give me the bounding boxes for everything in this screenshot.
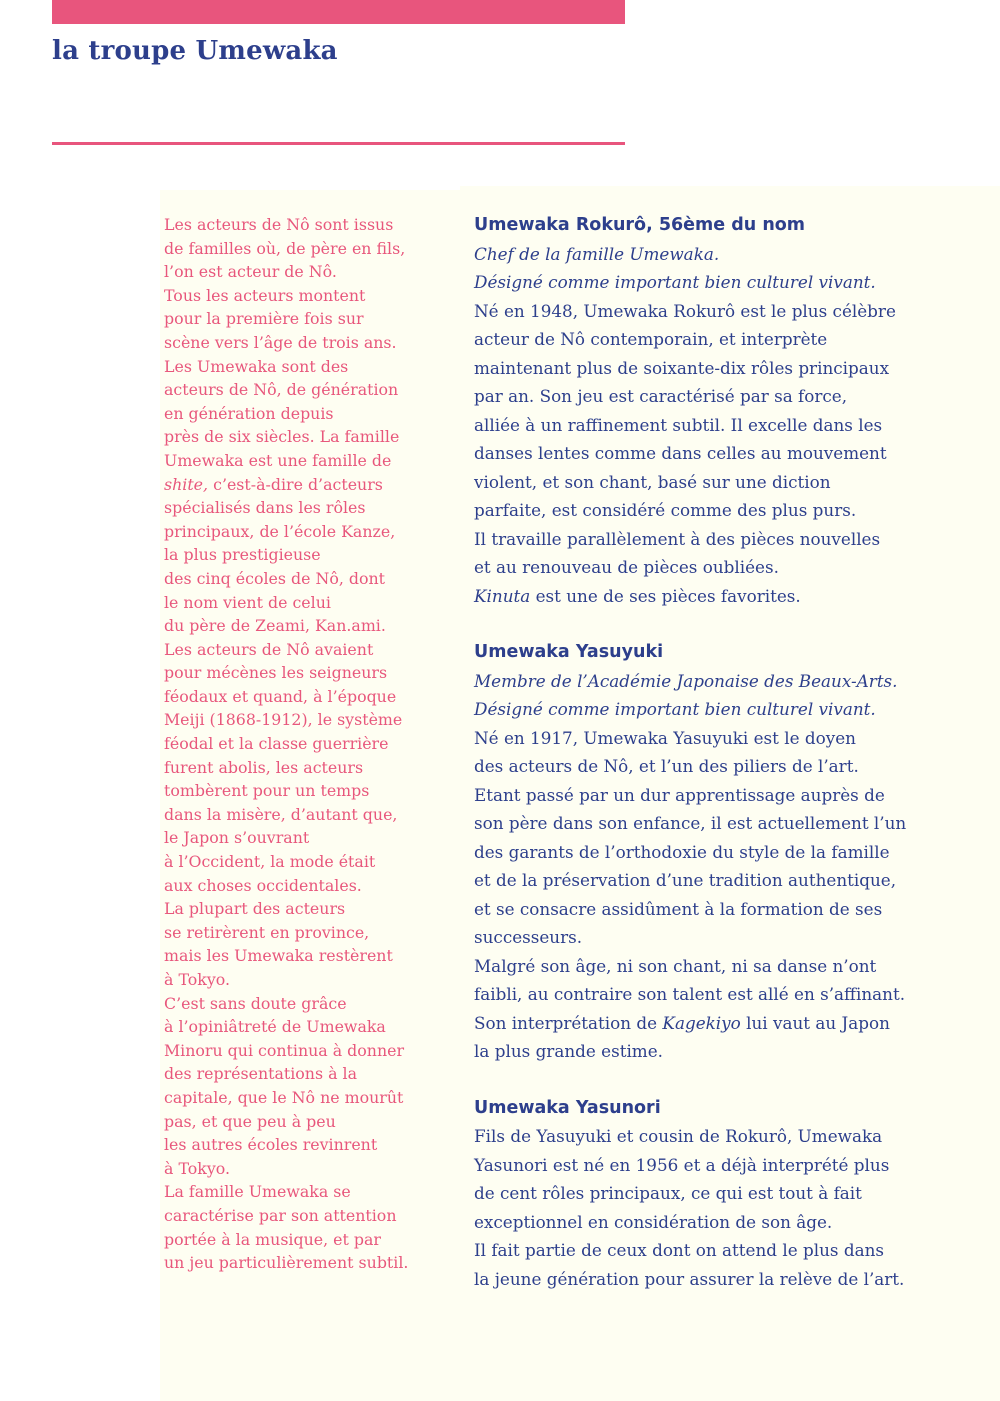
bio-line-kagekiyo xyxy=(474,1009,964,1038)
page-title: la troupe Umewaka xyxy=(52,36,338,66)
intro-line: aux choses occidentales. xyxy=(164,875,362,895)
bio-line: successeurs. xyxy=(474,927,583,947)
intro-line: furent abolis, les acteurs xyxy=(164,757,364,777)
play-title-kinuta: Kinuta xyxy=(474,585,531,606)
bio-subtitle: Désigné comme important bien culturel vivant. xyxy=(474,699,876,719)
bio-line: faibli, au contraire son talent est allé en s’affinant. xyxy=(474,984,906,1004)
intro-line: féodaux et quand, à l’époque xyxy=(164,686,397,706)
bio-name: Umewaka Rokurô, 56ème du nom xyxy=(474,215,806,235)
intro-line: principaux, de l’école Kanze, xyxy=(164,521,396,541)
bio-line: Il fait partie de ceux dont on attend le plus dans xyxy=(474,1240,885,1260)
bio-yasuyuki xyxy=(474,638,964,1066)
intro-column xyxy=(164,213,444,1275)
bio-rokuro xyxy=(474,211,964,610)
bio-line: parfaite, est considéré comme des plus purs. xyxy=(474,500,857,520)
bio-line: des acteurs de Nô, et l’un des piliers de l’art. xyxy=(474,756,859,776)
bio-line: maintenant plus de soixante-dix rôles principaux xyxy=(474,357,890,378)
intro-line: des représentations à la xyxy=(164,1064,358,1084)
bio-line: Fils de Yasuyuki et cousin de Rokurô, Umewaka xyxy=(474,1126,883,1146)
bio-line: alliée à un raffinement subtil. Il excelle dans les xyxy=(474,414,883,435)
intro-line: spécialisés dans les rôles xyxy=(164,498,366,518)
intro-line: la plus prestigieuse xyxy=(164,545,321,565)
intro-line: acteurs de Nô, de génération xyxy=(164,380,399,400)
intro-line: un jeu particulièrement subtil. xyxy=(164,1253,409,1273)
biographies-column xyxy=(474,211,964,1293)
bio-line: la plus grande estime. xyxy=(474,1041,663,1061)
intro-line: Les acteurs de Nô sont issus xyxy=(164,215,394,234)
header-accent-bar xyxy=(52,0,625,24)
intro-line: La famille Umewaka se xyxy=(164,1182,351,1202)
bio-line: de cent rôles principaux, ce qui est tout à fait xyxy=(474,1183,862,1203)
intro-line: de familles où, de père en fils, xyxy=(164,238,406,258)
intro-line: le nom vient de celui xyxy=(164,592,331,612)
bio-subtitle: Désigné comme important bien culturel vivant. xyxy=(474,272,876,292)
bio-line: et se consacre assidûment à la formation de ses xyxy=(474,898,883,919)
intro-line: Les acteurs de Nô avaient xyxy=(164,639,374,659)
intro-line: Les Umewaka sont des xyxy=(164,356,349,376)
intro-line: Meiji (1868-1912), le système xyxy=(164,710,403,730)
intro-line: féodal et la classe guerrière xyxy=(164,734,389,754)
bio-line: la jeune génération pour assurer la relève de l’art. xyxy=(474,1268,905,1289)
bio-line: violent, et son chant, basé sur une diction xyxy=(474,471,831,492)
bio-line: Yasunori est né en 1956 et a déjà interprété plus xyxy=(474,1154,890,1175)
bio-line: danses lentes comme dans celles au mouvement xyxy=(474,443,887,463)
intro-line: Tous les acteurs montent xyxy=(164,285,366,305)
bio-line: par an. Son jeu est caractérisé par sa force, xyxy=(474,386,848,406)
bio-line-kinuta xyxy=(474,582,964,611)
section-gap xyxy=(474,610,964,638)
intro-line: le Japon s’ouvrant xyxy=(164,828,310,848)
bio-line: Il travaille parallèlement à des pièces nouvelles xyxy=(474,528,881,549)
intro-line-rest: c’est-à-dire d’acteurs xyxy=(213,474,383,494)
intro-line: capitale, que le Nô ne mourût xyxy=(164,1087,404,1107)
section-gap xyxy=(474,1066,964,1094)
bio-line: Etant passé par un dur apprentissage auprès de xyxy=(474,784,885,805)
intro-line: La plupart des acteurs xyxy=(164,899,346,919)
bio-line: et au renouveau de pièces oubliées. xyxy=(474,557,779,577)
intro-line: du père de Zeami, Kan.ami. xyxy=(164,616,386,636)
intro-line: mais les Umewaka restèrent xyxy=(164,946,393,966)
bio-line: et de la préservation d’une tradition authentique, xyxy=(474,870,897,890)
intro-line: Umewaka est une famille de xyxy=(164,450,392,470)
intro-line: à l’Occident, la mode était xyxy=(164,852,376,872)
intro-line: scène vers l’âge de trois ans. xyxy=(164,332,397,352)
play-title-kagekiyo: Kagekiyo xyxy=(662,1012,741,1033)
intro-line: l’on est acteur de Nô. xyxy=(164,262,337,282)
intro-line: à l’opiniâtreté de Umewaka xyxy=(164,1017,386,1037)
bio-line: Né en 1917, Umewaka Yasuyuki est le doyen xyxy=(474,727,856,748)
bio-line: exceptionnel en considération de son âge. xyxy=(474,1211,833,1232)
bio-line: acteur de Nô contemporain, et interprète xyxy=(474,329,828,349)
intro-line: pour mécènes les seigneurs xyxy=(164,663,388,683)
shite-term: shite, xyxy=(164,474,209,494)
intro-line: tombèrent pour un temps xyxy=(164,781,370,801)
bio-line-rest: est une de ses pièces favorites. xyxy=(530,585,801,606)
intro-line: pour la première fois sur xyxy=(164,309,364,329)
title-divider xyxy=(52,142,625,145)
intro-line: dans la misère, d’autant que, xyxy=(164,804,398,824)
bio-name: Umewaka Yasuyuki xyxy=(474,642,664,662)
intro-line: se retirèrent en province, xyxy=(164,922,370,942)
intro-line: les autres écoles revinrent xyxy=(164,1135,378,1155)
intro-line: à Tokyo. xyxy=(164,970,231,989)
bio-line: Né en 1948, Umewaka Rokurô est le plus célèbre xyxy=(474,300,896,321)
intro-line: à Tokyo. xyxy=(164,1158,231,1178)
bio-name: Umewaka Yasunori xyxy=(474,1097,661,1118)
bio-subtitle: Membre de l’Académie Japonaise des Beaux-Arts. xyxy=(474,670,898,691)
bio-line-pre: Son interprétation de xyxy=(474,1012,663,1033)
bio-line: son père dans son enfance, il est actuellement l’un xyxy=(474,813,907,833)
intro-line: pas, et que peu à peu xyxy=(164,1111,336,1131)
intro-line: en génération depuis xyxy=(164,403,334,423)
intro-line-shite xyxy=(164,473,444,497)
bio-subtitle: Chef de la famille Umewaka. xyxy=(474,243,720,264)
intro-line: Minoru qui continua à donner xyxy=(164,1040,405,1060)
intro-line: C’est sans doute grâce xyxy=(164,993,347,1013)
intro-line: caractérise par son attention xyxy=(164,1205,397,1225)
intro-line: des cinq écoles de Nô, dont xyxy=(164,568,386,588)
bio-line-post: lui vaut au Japon xyxy=(740,1012,890,1033)
bio-yasunori xyxy=(474,1094,964,1294)
intro-line: portée à la musique, et par xyxy=(164,1229,381,1249)
bio-line: des garants de l’orthodoxie du style de la famille xyxy=(474,841,890,862)
bio-line: Malgré son âge, ni son chant, ni sa danse n’ont xyxy=(474,955,877,976)
intro-line: près de six siècles. La famille xyxy=(164,427,400,447)
